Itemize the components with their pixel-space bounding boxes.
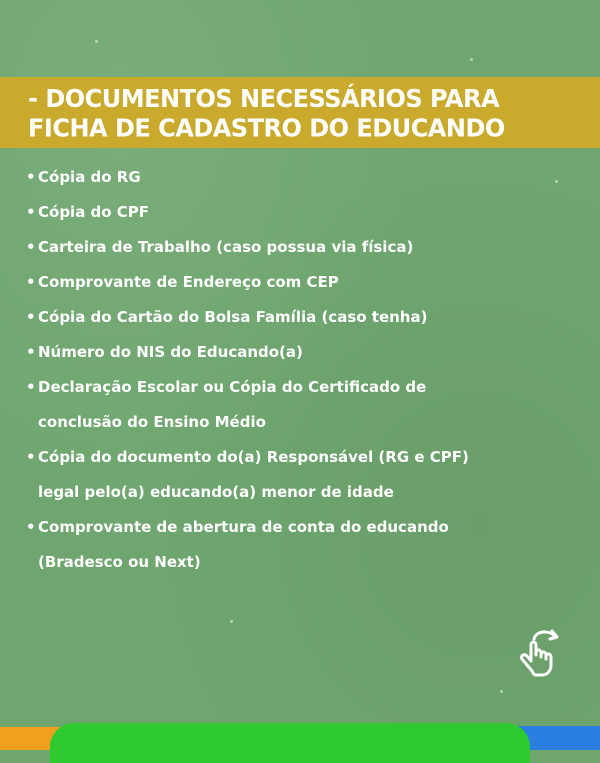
footer-bar-green [50, 723, 530, 763]
list-item: • Comprovante de Endereço com CEP [26, 265, 469, 300]
decor-speck [555, 180, 558, 183]
list-item: • Cópia do CPF [26, 195, 469, 230]
decor-speck [470, 58, 473, 61]
list-item: • Comprovante de abertura de conta do educando (Bradesco ou Next) [26, 510, 469, 580]
list-item: • Cópia do RG [26, 160, 469, 195]
decor-speck [230, 620, 233, 623]
document-list [26, 160, 469, 580]
list-item: • Número do NIS do Educando(a) [26, 335, 469, 370]
list-item: • Cópia do Cartão do Bolsa Família (caso tenha) [26, 300, 469, 335]
title-line-2: FICHA DE CADASTRO DO EDUCANDO [28, 113, 505, 143]
title-line-1: - DOCUMENTOS NECESSÁRIOS PARA [28, 84, 500, 114]
list-item: • Carteira de Trabalho (caso possua via física) [26, 230, 469, 265]
decor-speck [500, 690, 503, 693]
list-item: • Declaração Escolar ou Cópia do Certificado de conclusão do Ensino Médio [26, 370, 469, 440]
decor-speck [95, 40, 98, 43]
list-item: • Cópia do documento do(a) Responsável (RG e CPF) legal pelo(a) educando(a) menor de idade [26, 440, 469, 510]
page-title [28, 84, 505, 143]
hand-swipe-icon[interactable] [514, 625, 562, 680]
